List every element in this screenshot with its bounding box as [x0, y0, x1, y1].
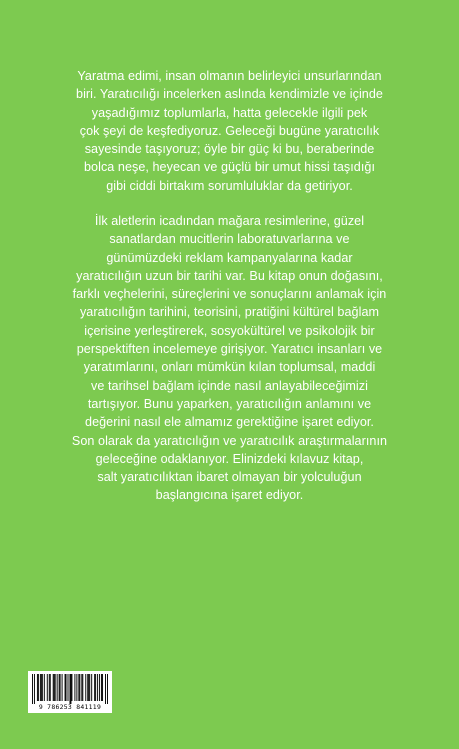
barcode-bar [37, 674, 38, 701]
text-line: içerisine yerleştirerek, sosyokültürel ve psikolojik bir [84, 323, 375, 338]
text-line: yaratıcılığın tarihini, teorisini, pratiğini kültürel bağlam [79, 305, 380, 320]
barcode-bar [99, 674, 100, 701]
barcode-bar [102, 674, 103, 701]
barcode-bar [101, 674, 102, 701]
barcode-bar [87, 674, 88, 701]
isbn-number: 9 786253 841119 [38, 703, 102, 711]
barcode-bars [32, 674, 108, 704]
text-line: sayesinde taşıyoruz; öyle bir güç ki bu, beraberinde [84, 142, 375, 157]
text-line: gibi ciddi birtakım sorumluluklar da getiriyor. [106, 178, 353, 193]
barcode-bar [32, 674, 33, 704]
barcode-bar [91, 674, 92, 701]
text-line: Yaratma edimi, insan olmanın belirleyici unsurlarından [77, 69, 382, 83]
text-line: perspektiften incelemeye girişiyor. Yaratıcı insanları ve [76, 342, 383, 357]
barcode-bar [76, 674, 77, 701]
blurb-paragraph-2 [50, 212, 409, 505]
barcode-bar [59, 674, 60, 701]
text-line: salt yaratıcılıktan ibaret olmayan bir yolculuğun [97, 470, 362, 485]
text-line: farklı veçhelerini, süreçlerini ve sonuçlarını anlamak için [72, 287, 387, 302]
barcode-bar [74, 674, 75, 701]
text-line: geleceğine odaklanıyor. Elinizdeki kılavuz kitap, [95, 451, 364, 466]
text-line: biri. Yaratıcılığı incelerken aslında kendimizle ve içinde [76, 87, 383, 102]
barcode-bar [107, 674, 108, 704]
barcode-bar [81, 674, 82, 701]
barcode-bar [94, 674, 95, 701]
barcode-bar [70, 674, 71, 704]
barcode-bar [65, 674, 66, 701]
barcode-bar [82, 674, 83, 701]
text-line: Son olarak da yaratıcılığın ve yaratıcılık araştırmalarının [71, 433, 388, 448]
barcode-bar [66, 674, 67, 701]
barcode-bar [44, 674, 45, 701]
text-line: tartışıyor. Bunu yaparken, yaratıcılığın anlamını ve [87, 396, 372, 411]
barcode-bar [68, 674, 69, 701]
barcode-bar [40, 674, 41, 701]
barcode-bar [53, 674, 54, 701]
barcode-bar [57, 674, 58, 701]
barcode-bar [88, 674, 89, 701]
barcode-bar [89, 674, 90, 701]
barcode-bar [70, 674, 71, 704]
barcode-bar [62, 674, 63, 701]
text-line: İlk aletlerin icadından mağara resimlerine, güzel [94, 214, 365, 228]
text-line: bolca neşe, heyecan ve güçlü bir umut hissi taşıdığı [83, 160, 376, 175]
barcode-bar [38, 674, 39, 701]
barcode-bar [85, 674, 86, 701]
text-line: yaratıcılığın uzun bir tarihi var. Bu kitap onun doğasını, [76, 268, 383, 283]
barcode-bar [50, 674, 51, 701]
barcode-bar [105, 674, 106, 704]
text-line: yaşadığımız toplumlarla, hatta gelecekle ilgili pek [91, 105, 368, 120]
isbn-barcode [28, 671, 112, 713]
barcode-bar [47, 674, 48, 701]
barcode-bar [79, 674, 80, 701]
barcode-bar [78, 674, 79, 701]
text-line: sanatlardan mucitlerin laboratuvarlarına ve [109, 232, 350, 247]
barcode-bar [60, 674, 61, 701]
barcode-bar [49, 674, 50, 701]
text-line: çok şeyi de keşfediyoruz. Geleceği bugüne yaratıcılık [79, 123, 380, 138]
barcode-bar [55, 674, 56, 701]
text-line: günümüzdeki reklam kampanyalarına kadar [106, 250, 353, 265]
text-line: ve tarihsel bağlam içinde nasıl anlayabileceğimizi [91, 378, 368, 393]
text-line: yaratımlarını, onları mümkün kılan toplumsal, maddi [83, 360, 376, 375]
text-line: değerini nasıl ele almamız gerektiğine işaret ediyor. [85, 415, 374, 430]
barcode-bar [95, 674, 96, 701]
barcode-bar [54, 674, 55, 701]
barcode-bar [71, 674, 72, 701]
blurb-paragraph-1 [50, 67, 409, 195]
barcode-bar [34, 674, 35, 704]
barcode-bar [42, 674, 43, 701]
barcode-bar [41, 674, 42, 701]
text-line: başlangıcına işaret ediyor. [155, 488, 304, 503]
barcode-bar [97, 674, 98, 701]
